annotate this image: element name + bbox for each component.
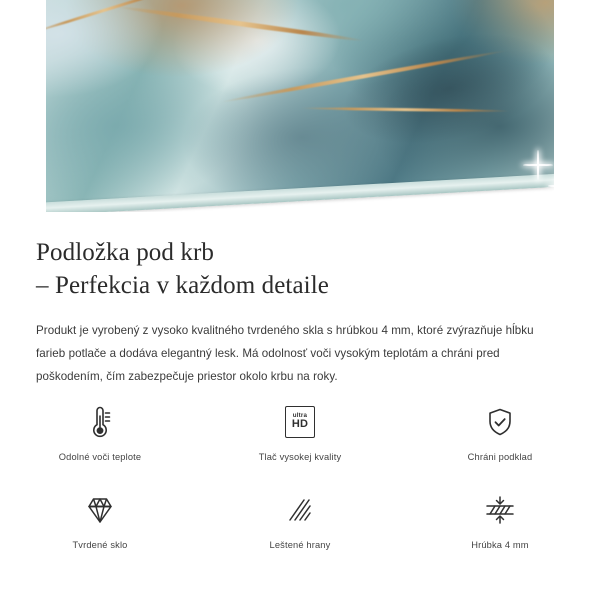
hero-mask-bottom: [0, 212, 600, 222]
ultra-hd-badge-top: ultra: [292, 411, 308, 419]
content-block: [0, 222, 600, 388]
headline-line-2: – Perfekcia v každom detaile: [36, 272, 329, 300]
marble-dark-swirl: [286, 0, 600, 196]
thermometer-icon: [80, 400, 120, 444]
page-title: [0, 222, 600, 303]
hero-image: [0, 0, 600, 222]
gold-vein-4: [27, 0, 181, 35]
shield-check-icon: [480, 400, 520, 444]
feature-label: Chráni podklad: [467, 452, 533, 462]
polished-edges-icon: [280, 488, 320, 532]
feature-item-tempered-glass: [0, 480, 200, 568]
feature-label: Odolné voči teplote: [58, 452, 142, 462]
feature-label: Leštené hrany: [269, 540, 331, 550]
feature-item-polished-edges: [200, 480, 400, 568]
ultra-hd-icon: [285, 400, 315, 444]
feature-label: Hrúbka 4 mm: [471, 540, 529, 550]
feature-label: Tlač vysokej kvality: [258, 452, 342, 462]
gold-vein-1: [116, 4, 364, 43]
feature-item-print-quality: [200, 392, 400, 480]
thickness-arrows-icon: [478, 488, 522, 532]
hero-mask-right: [554, 0, 600, 222]
feature-label: Tvrdené sklo: [72, 540, 128, 550]
diamond-icon: [80, 488, 120, 532]
glass-panel: [0, 0, 600, 222]
feature-item-thickness: [400, 480, 600, 568]
feature-item-surface-protection: [400, 392, 600, 480]
hero-mask-left: [0, 0, 46, 222]
feature-item-heat-resistant: [0, 392, 200, 480]
ultra-hd-badge-bottom: HD: [291, 418, 309, 431]
headline-line-1: Podložka pod krb: [36, 239, 214, 266]
description-text: Produkt je vyrobený z vysoko kvalitného tvrdeného skla s hrúbkou 4 mm, ktoré zvýrazňuje hĺbku farieb potlače a dodáva elegantný lesk. Má odolnosť voči vysokým teplotám a chráni pred poškodením, čím zabezpečuje priestor okolo krbu na roky.: [36, 323, 534, 383]
feature-grid: [0, 392, 600, 568]
